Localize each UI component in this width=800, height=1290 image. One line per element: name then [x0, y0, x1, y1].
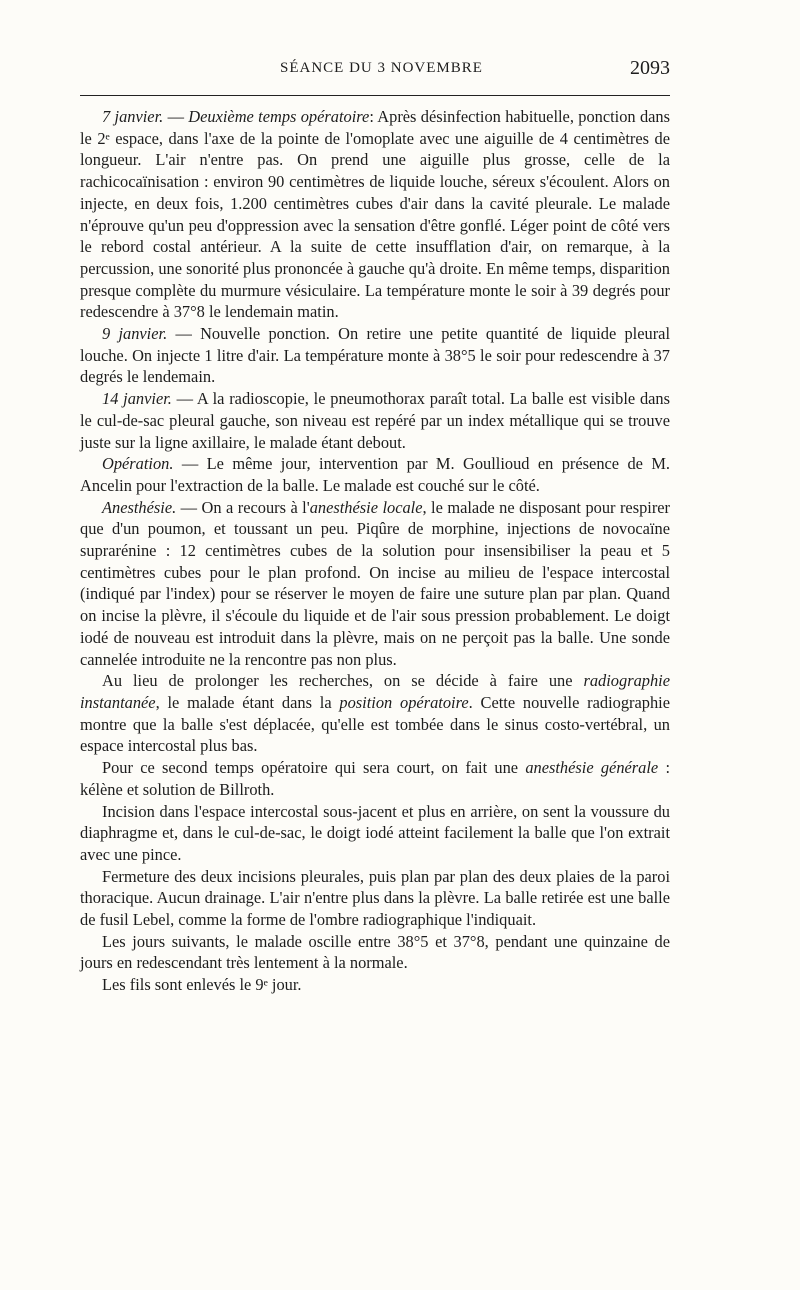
paragraph-operation: Opération. — Le même jour, intervention par M. Goullioud en présence de M. Ancelin pour l'extraction de la balle. Le malade est couché sur le côté. — [80, 454, 670, 495]
emphasis: position opératoire — [339, 692, 469, 712]
paragraph-jours-suivants: Les jours suivants, le malade oscille entre 38°5 et 37°8, pendant une quinzaine de jours en redescendant très lentement à la normale. — [80, 931, 670, 973]
section-title: Deuxième temps opératoire — [188, 107, 370, 126]
paragraph-anesthesie: Anesthésie. — On a recours à l'anesthésie locale, le malade ne disposant pour respirer que d'un poumon, et toussant un peu. Piqûre de morphine, injections de novocaïne suprarénine : 12 centimètres cubes de la solution pour insensibiliser la peau et 5 centimètres cubes pour le plan profond. On incise au milieu de l'espace intercostal (indiqué par l'index) pour se réserver le moyen de faire une suture plan par plan. Quand on incise la plèvre, il s'écoule du liquide et de l'air sous pression probablement. Le doigt iodé de nouveau est introduit dans la plèvre, mais on ne perçoit pas la balle. Une sonde cannelée introduite ne la rencontre pas non plus. — [80, 497, 671, 669]
paragraph-second-temps: Pour ce second temps opératoire qui sera court, on fait une anesthésie générale : kélène et solution de Billroth. — [80, 758, 671, 799]
section-label: Opération. — [102, 454, 174, 474]
date-label: 7 janvier. — [102, 107, 164, 126]
paragraph-14-janvier: 14 janvier. — A la radioscopie, le pneumothorax paraît total. La balle est visible dans le cul-de-sac pleural gauche, son niveau est repéré par un index métallique qui se trouve juste sur la ligne axillaire, le malade étant debout. — [80, 389, 670, 452]
paragraph-fils: Les fils sont enlevés le 9ᵉ jour. — [102, 975, 302, 995]
paragraph-radiographie: Au lieu de prolonger les recherches, on se décide à faire une radiographie instantanée, le malade étant dans la position opératoire. Cette nouvelle radiographie montre que la balle s'est déplacée, qu'elle est tombée dans le sinus costo-vertébral, un espace intercostal plus bas. — [80, 671, 670, 756]
paragraph-fermeture: Fermeture des deux incisions pleurales, puis plan par plan des deux plaies de la paroi thoracique. Aucun drainage. L'air n'entre plus dans la plèvre. La balle retirée est une balle de fusil Lebel, comme la forme de l'ombre radiographique l'indiquait. — [80, 866, 670, 930]
paragraph-incision: Incision dans l'espace intercostal sous-jacent et plus en arrière, on sent la voussure du diaphragme et, dans le cul-de-sac, le doigt iodé atteint facilement la balle que l'on extrait avec une pince. — [80, 801, 670, 864]
paragraph-7-janvier: 7 janvier. — Deuxième temps opératoire: Après désinfection habituelle, ponction dans le 2ᵉ espace, dans l'axe de la pointe de l'omoplate avec une aiguille de 4 centimètres de longueur. L'air n'entre pas. On prend une aiguille plus grosse, celle de la rachicocaïnisation : environ 90 centimètres de liquide louche, séreux s'écoulent. Alors on injecte, en deux fois, 1.200 centimètres cubes d'air dans la cavité pleurale. Le malade n'éprouve qu'un peu d'oppression avec la sensation d'être gonflé. Léger point de côté vers le rebord costal antérieur. A la suite de cette insufflation d'air, on remarque, à la percussion, une sonorité plus prononcée à gauche qu'à droite. En même temps, disparition presque complète du murmure vésiculaire. La température monte le soir à 39 degrés pour redescendre à 37°8 le lendemain matin. — [80, 107, 670, 322]
emphasis: anesthésie locale — [309, 497, 423, 517]
paragraph-9-janvier: 9 janvier. — Nouvelle ponction. On retire une petite quantité de liquide pleural louche. On injecte 1 litre d'air. La température monte à 38°5 le soir pour redescendre à 37 degrés le lendemain. — [80, 324, 670, 387]
page-number: 2093 — [630, 57, 670, 79]
section-label: Anesthésie. — [102, 497, 177, 517]
date-label: 14 janvier. — [102, 389, 172, 409]
running-head: SÉANCE DU 3 NOVEMBRE — [280, 60, 483, 76]
page-header — [80, 57, 670, 86]
date-label: 9 janvier. — [102, 324, 168, 344]
emphasis: radiographie instantanée — [80, 671, 670, 712]
body-text — [80, 106, 670, 996]
header-rule — [80, 95, 670, 96]
emphasis: anesthésie générale — [525, 758, 659, 778]
